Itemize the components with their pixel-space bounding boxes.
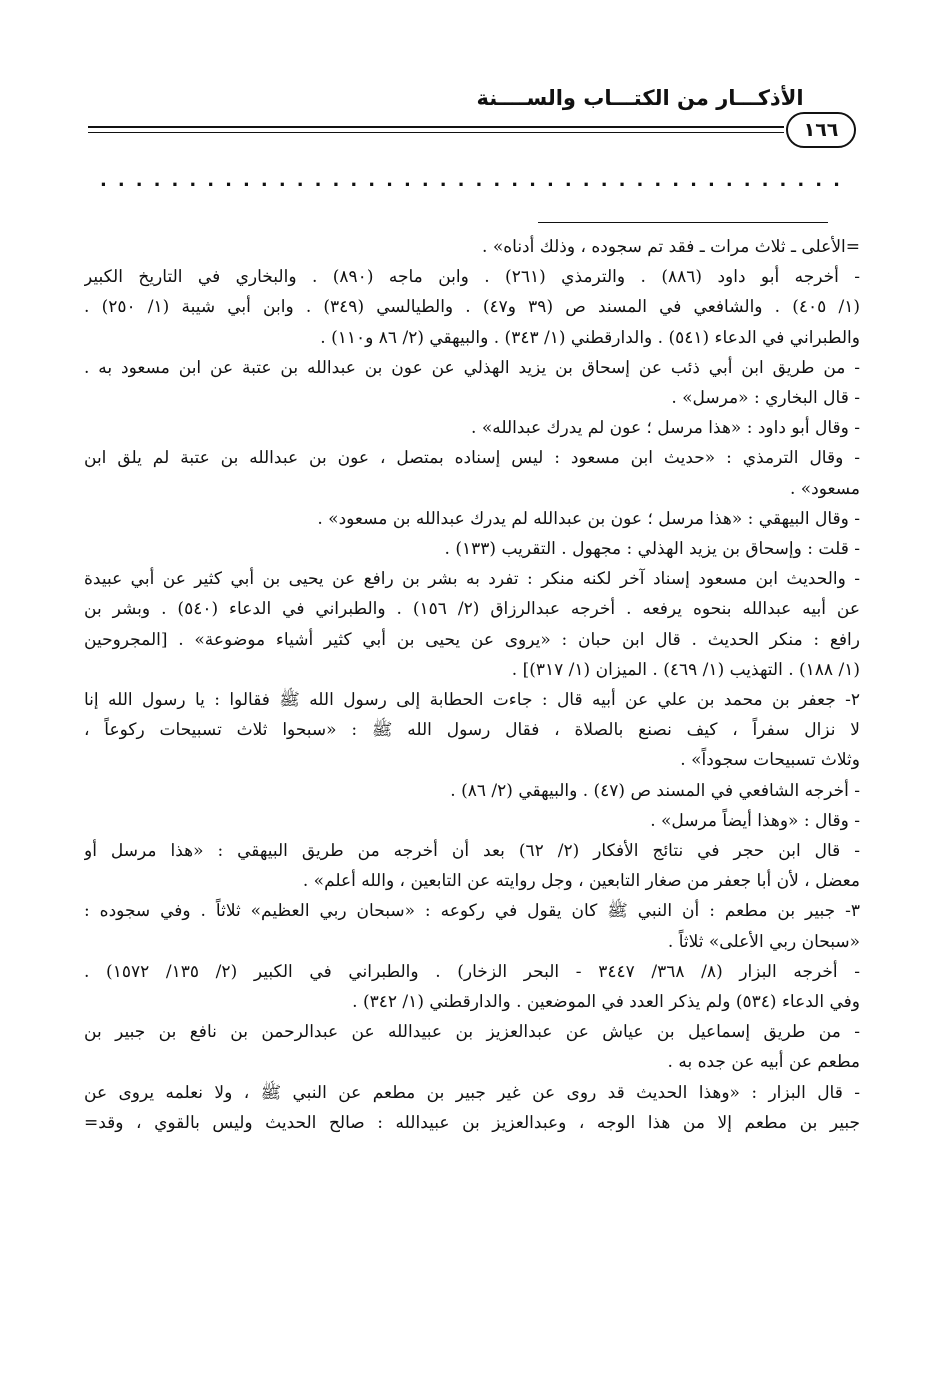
text-line: لا نزال سفراً ، كيف نصنع بالصلاة ، فقال رسول الله ﷺ : «سبحوا ثلاث تسبيحات ركوعاً ، — [84, 720, 860, 741]
text-line: - من طريق ابن أبي ذئب عن إسحاق بن يزيد الهذلي عن عون بن عبدالله بن عتبة عن ابن مسعود به . — [84, 357, 860, 378]
text-line: مسعود» . — [789, 478, 860, 499]
footnote-body — [84, 232, 860, 1138]
header-rule — [88, 126, 784, 128]
text-line: - أخرجه البزار (٨/ ٣٦٨/ ٣٤٤٧ - البحر الزخار) . والطبراني في الكبير (٢/ ١٣٥/ ١٥٧٢) . — [84, 961, 860, 982]
dotted-separator: . . . . . . . . . . . . . . . . . . . . . . . . . . . . . . . . . . . . . . . . . . — [100, 170, 840, 191]
text-line: والطبراني في الدعاء (٥٤١) . والدارقطني (١/ ٣٤٣) . والبيهقي (٢/ ٨٦ و١١٠) . — [320, 327, 860, 348]
text-line: =الأعلى ـ ثلاث مرات ـ فقد تم سجوده ، وذلك أدناه» . — [482, 237, 860, 257]
text-line: - قال البزار : «وهذا الحديث قد روى عن غير جبير بن مطعم عن النبي ﷺ ، ولا نعلمه يروى عن — [84, 1082, 860, 1103]
text-line: ٣- جبير بن مطعم : أن النبي ﷺ كان يقول في ركوعه : «سبحان ربي العظيم» ثلاثاً . وفي سجوده : — [84, 901, 860, 922]
text-line: - والحديث ابن مسعود إسناد آخر لكنه منكر : تفرد به بشر بن رافع عن يحيى بن أبي كثير عن أبي عبيدة — [84, 569, 860, 590]
text-line: رافع : منكر الحديث . قال ابن حبان : «يروى عن يحيى بن أبي كثير أشياء موضوعة» . [المجروحين — [84, 629, 860, 650]
footnote-separator — [538, 222, 828, 223]
text-line: (١/ ٤٠٥) . والشافعي في المسند ص (٣٩ و٤٧) . والطيالسي (٣٤٩) . وابن أبي شيبة (١/ ٢٥٠) . — [84, 297, 860, 318]
text-line: مطعم عن أبيه عن جده به . — [667, 1052, 860, 1073]
text-line: - قال البخاري : «مرسل» . — [671, 388, 860, 409]
text-line: - وقال : «وهذا أيضاً مرسل» . — [650, 810, 860, 831]
header-rule-thin — [88, 132, 784, 133]
text-line: - أخرجه الشافعي في المسند ص (٤٧) . والبيهقي (٢/ ٨٦) . — [450, 780, 860, 801]
text-line: وثلاث تسبيحات سجوداً» . — [680, 750, 860, 771]
text-line: - وقال البيهقي : «هذا مرسل ؛ عون بن عبدالله لم يدرك عبدالله بن مسعود» . — [317, 508, 860, 529]
text-line: - قلت : وإسحاق بن يزيد الهذلي : مجهول . التقريب (١٣٣) . — [444, 539, 860, 560]
text-line: - أخرجه أبو داود (٨٨٦) . والترمذي (٢٦١) . وابن ماجه (٨٩٠) . والبخاري في التاريخ الكبير — [84, 267, 860, 288]
text-line: عن أبيه عبدالله بنحوه يرفعه . أخرجه عبدالرزاق (٢/ ١٥٦) . والطبراني في الدعاء (٥٤٠) . وبشر بن — [84, 599, 860, 620]
text-line: ٢- جعفر بن محمد بن علي عن أبيه قال : جاءت الحطابة إلى رسول الله ﷺ فقالوا : يا رسول الله إنا — [84, 690, 860, 711]
text-line: - قال ابن حجر في نتائج الأفكار (٢/ ٦٢) بعد أن أخرجه من طريق البيهقي : «هذا مرسل أو — [84, 841, 860, 862]
text-line: - وقال الترمذي : «حديث ابن مسعود : ليس إسناده بمتصل ، عون بن عبدالله بن عتبة لم يلق ابن — [84, 448, 860, 469]
page-number-badge: ١٦٦ — [786, 112, 856, 148]
text-line: - من طريق إسماعيل بن عياش عن عبدالعزيز بن عبيدالله عن عبدالرحمن بن نافع بن جبير بن — [84, 1022, 860, 1043]
text-line: وفي الدعاء (٥٣٤) ولم يذكر العدد في الموضعين . والدارقطني (١/ ٣٤٢) . — [352, 992, 860, 1013]
text-line: - وقال أبو داود : «هذا مرسل ؛ عون لم يدرك عبدالله» . — [471, 418, 860, 439]
text-line: جبير بن مطعم إلا من هذا الوجه ، وعبدالعزيز بن عبيدالله : صالح الحديث وليس بالقوي ، وقد= — [84, 1112, 860, 1133]
text-line: (١/ ١٨٨) . التهذيب (١/ ٤٦٩) . الميزان (١/ ٣١٧)] . — [511, 659, 860, 680]
text-line: معضل ، لأن أبا جعفر من صغار التابعين ، وجل روايته عن التابعين ، والله أعلم» . — [302, 871, 860, 892]
text-line: «سبحان ربي الأعلى» ثلاثاً . — [667, 931, 860, 952]
running-header-title: الأذكـــار من الكتـــاب والســــنة — [476, 86, 804, 110]
